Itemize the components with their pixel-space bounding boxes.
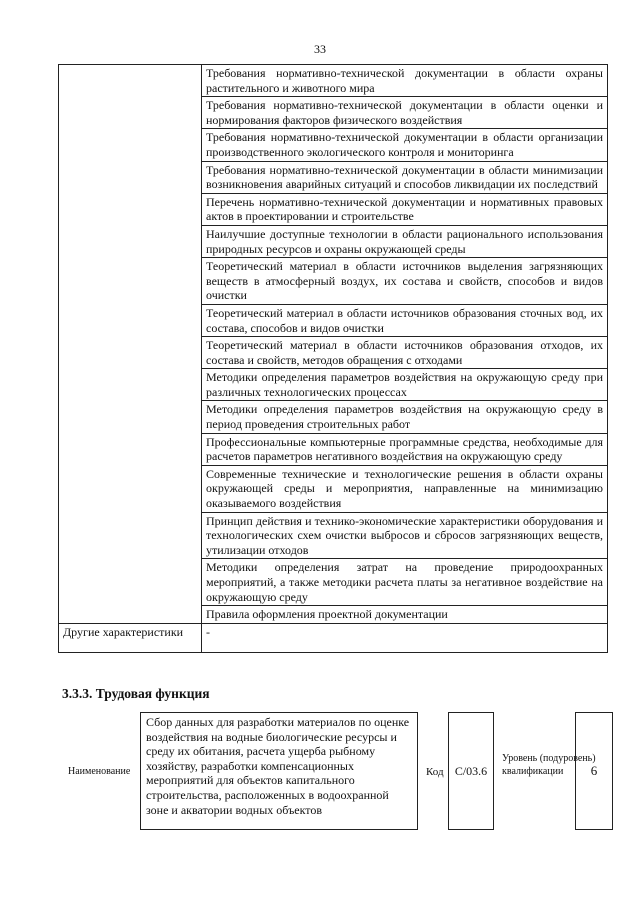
- knowledge-item: Методики определения затрат на проведение природоохранных мероприятий, а также методики расчета платы за негативное воздействие на окружающую среду: [202, 559, 608, 606]
- other-characteristics-value: -: [202, 623, 608, 652]
- knowledge-item: Требования нормативно-технической документации в области организации производственного экологического контроля и мониторинга: [202, 129, 608, 161]
- code-box: C/03.6: [448, 712, 494, 830]
- knowledge-item: Методики определения параметров воздействия на окружающую среду в период проведения строительных работ: [202, 401, 608, 433]
- knowledge-item: Теоретический материал в области источников выделения загрязняющих веществ в атмосферный воздух, их состава и свойств, способов и видов очистки: [202, 258, 608, 305]
- section-title: 3.3.3. Трудовая функция: [62, 686, 210, 701]
- knowledge-item: Правила оформления проектной документации: [202, 606, 608, 624]
- function-name-box: Сбор данных для разработки материалов по оценке воздействия на водные биологические ресурсы и среду их обитания, расчета ущерба рыбному хозяйству, разработки компенсационных мероприятий для объектов капитального строительства, расположенных в водоохранной зоне и акватории водных объектов: [140, 712, 418, 830]
- knowledge-item: Наилучшие доступные технологии в области рационального использования природных ресурсов и охраны окружающей среды: [202, 225, 608, 257]
- knowledge-item: Современные технические и технологические решения в области охраны окружающей среды и мероприятия, направленные на минимизацию оказываемого воздействия: [202, 465, 608, 512]
- knowledge-item: Требования нормативно-технической документации в области оценки и нормирования факторов физического воздействия: [202, 97, 608, 129]
- level-label: Уровень (подуровень) квалификации: [502, 753, 596, 777]
- knowledge-item: Требования нормативно-технической документации в области минимизации возникновения аварийных ситуаций и способов ликвидации их последствий: [202, 161, 608, 193]
- code-label: Код: [426, 766, 444, 778]
- page-number: 33: [314, 42, 326, 56]
- knowledge-item: Принцип действия и технико-экономические характеристики оборудования и технологических схем очистки выбросов и сбросов загрязняющих веществ, утилизации отходов: [202, 512, 608, 559]
- table-row: [59, 65, 608, 97]
- table-row: [59, 623, 608, 652]
- knowledge-label-cell: [59, 65, 202, 624]
- knowledge-item: Требования нормативно-технической документации в области охраны растительного и животного мира: [202, 65, 608, 97]
- knowledge-table: [58, 64, 608, 653]
- level-box: 6: [575, 712, 613, 830]
- knowledge-item: Теоретический материал в области источников образования отходов, их состава и свойств, методов обращения с отходами: [202, 337, 608, 369]
- knowledge-item: Перечень нормативно-технической документации и нормативных правовых актов в проектировании и строительстве: [202, 193, 608, 225]
- name-label: Наименование: [68, 766, 131, 777]
- other-characteristics-label: Другие характеристики: [59, 623, 202, 652]
- knowledge-item: Теоретический материал в области источников образования сточных вод, их состава, способов и видов очистки: [202, 304, 608, 336]
- knowledge-item: Профессиональные компьютерные программные средства, необходимые для расчетов параметров негативного воздействия на окружающую среду: [202, 433, 608, 465]
- knowledge-item: Методики определения параметров воздействия на окружающую среду при различных технологических процессах: [202, 369, 608, 401]
